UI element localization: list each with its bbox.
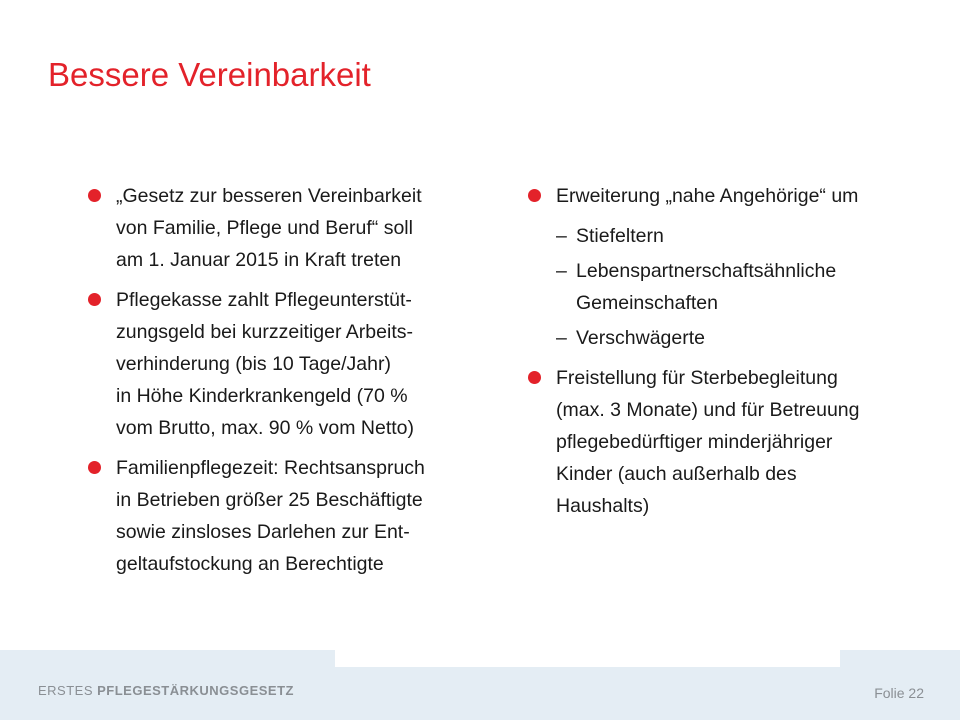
sub-item-line: Stiefeltern [576, 225, 664, 247]
bullet-line: am 1. Januar 2015 in Kraft treten [116, 249, 402, 271]
dash-icon: – [556, 225, 567, 247]
bullet-item [88, 452, 508, 580]
bullet-line: „Gesetz zur besseren Vereinbarkeit [116, 185, 422, 207]
bullet-item [528, 180, 948, 212]
left-column [88, 180, 508, 588]
bullet-line: zungsgeld bei kurzzeitiger Arbeits- [116, 321, 413, 343]
sub-item [528, 220, 948, 252]
dash-icon: – [556, 327, 567, 349]
bullet-item [528, 362, 948, 522]
bullet-line: Freistellung für Sterbebegleitung [556, 367, 838, 389]
sub-item-line: Gemeinschaften [576, 292, 718, 314]
bullet-line: in Höhe Kinderkrankengeld (70 % [116, 385, 408, 407]
bullet-line: Haushalts) [556, 495, 650, 517]
sub-item-line: Lebenspartnerschaftsähnliche [576, 260, 837, 282]
bullet-line: vom Brutto, max. 90 % vom Netto) [116, 417, 415, 439]
bullet-item [88, 180, 508, 276]
bullet-dot-icon [88, 461, 101, 474]
sub-item [528, 322, 948, 354]
slide-number: Folie 22 [874, 685, 924, 701]
bullet-line: von Familie, Pflege und Beruf“ soll [116, 217, 413, 239]
bullet-line: in Betrieben größer 25 Beschäftigte [116, 489, 423, 511]
sub-list [528, 220, 948, 354]
bullet-line: sowie zinsloses Darlehen zur Ent- [116, 521, 410, 543]
footer-brand-light: ERSTES [38, 683, 98, 698]
bullet-line: geltaufstockung an Berechtigte [116, 553, 384, 575]
footer-brand-bold: PFLEGESTÄRKUNGSGESETZ [97, 683, 294, 698]
bullet-line: verhinderung (bis 10 Tage/Jahr) [116, 353, 391, 375]
footer-brand [38, 683, 294, 698]
bullet-line: Pflegekasse zahlt Pflegeunterstüt- [116, 289, 412, 311]
right-column [528, 180, 948, 530]
bullet-line: Kinder (auch außerhalb des [556, 463, 797, 485]
footer-notch [335, 650, 840, 667]
bullet-line: Familienpflegezeit: Rechtsanspruch [116, 457, 425, 479]
sub-item-line: Verschwägerte [576, 327, 705, 349]
bullet-dot-icon [528, 189, 541, 202]
bullet-line: (max. 3 Monate) und für Betreuung [556, 399, 860, 421]
slide-title: Bessere Vereinbarkeit [48, 56, 371, 93]
bullet-dot-icon [528, 371, 541, 384]
bullet-item [88, 284, 508, 444]
dash-icon: – [556, 260, 567, 282]
bullet-dot-icon [88, 293, 101, 306]
sub-item [528, 255, 948, 319]
bullet-dot-icon [88, 189, 101, 202]
bullet-line: Erweiterung „nahe Angehörige“ um [556, 185, 859, 207]
bullet-line: pflegebedürftiger minderjähriger [556, 431, 833, 453]
